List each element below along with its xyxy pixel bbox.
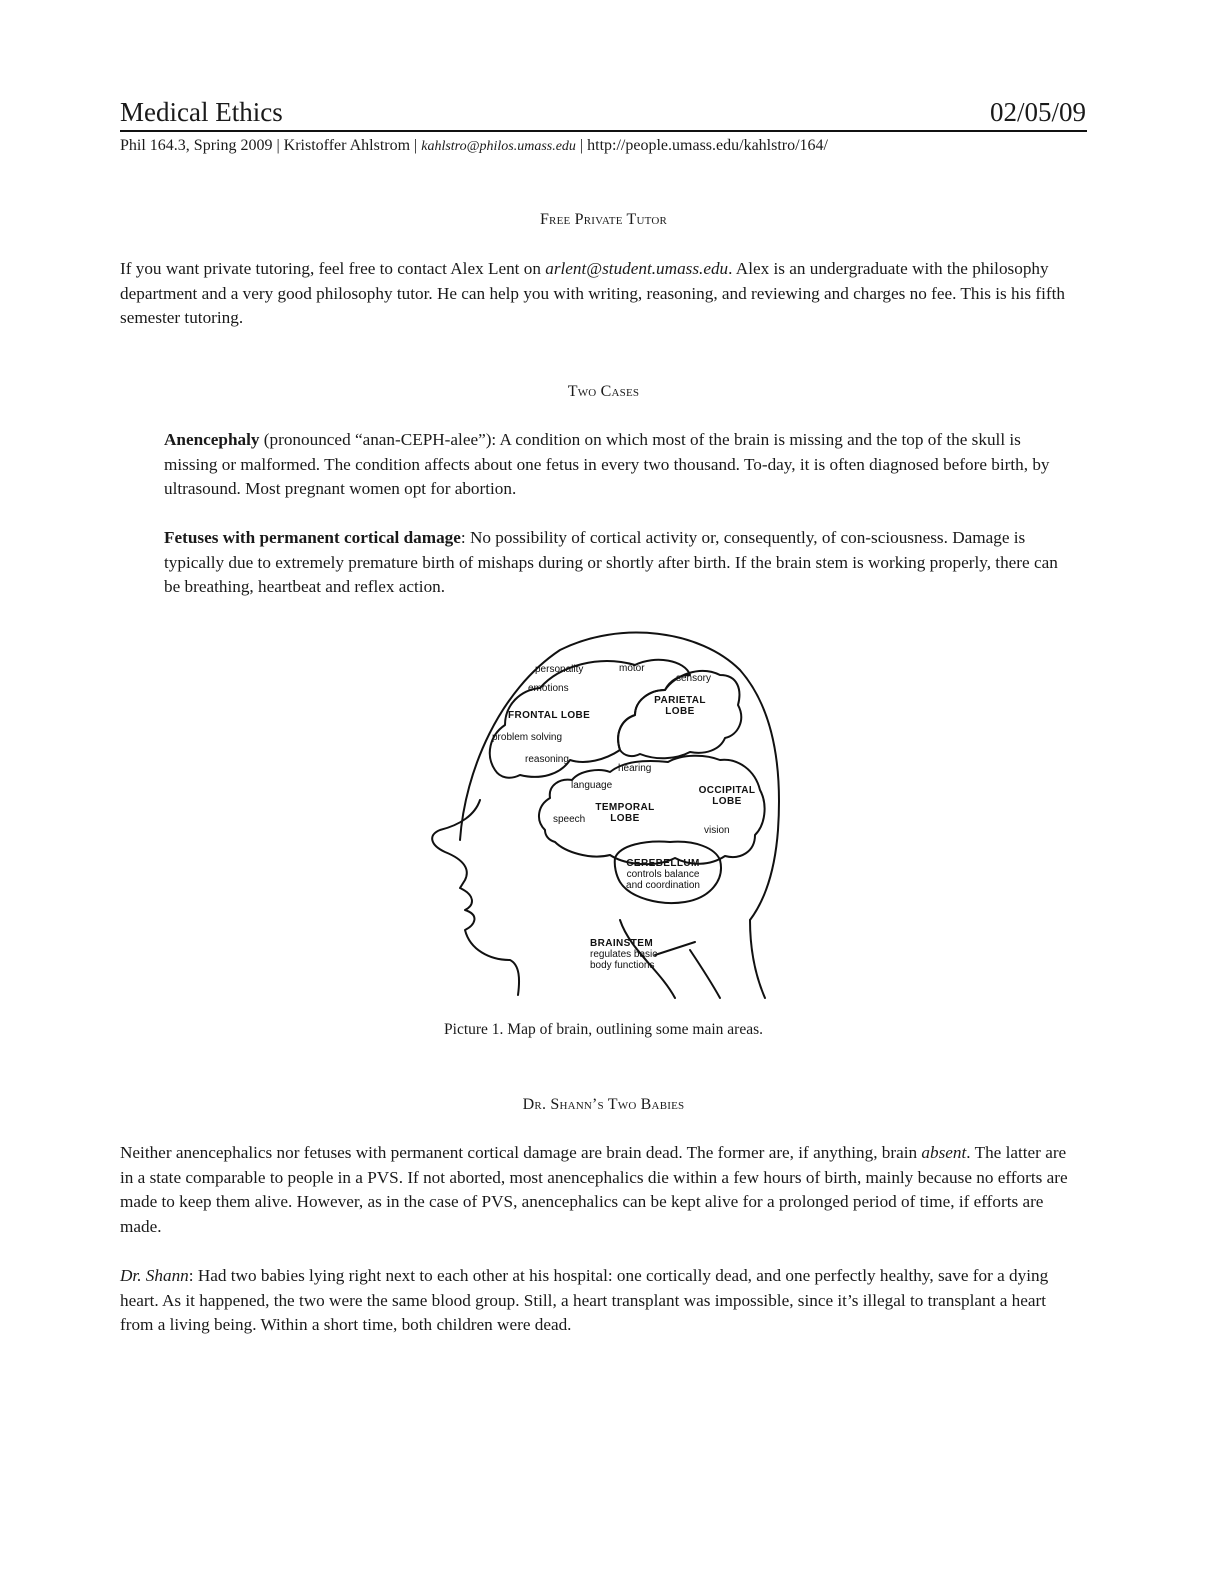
label-motor: motor [619,663,645,674]
label-brainstem [590,938,670,971]
tutor-paragraph [120,257,1070,331]
label-line: body functions [590,960,655,971]
emphasis: absent [921,1143,967,1162]
label-line: LOBE [610,813,640,824]
label-line: LOBE [712,796,742,807]
document-date: 02/05/09 [989,97,1086,127]
label-cerebellum [618,858,708,891]
separator: | [575,137,588,154]
label-line: CEREBELLUM [626,858,700,869]
header-divider [120,130,1087,132]
label-speech: speech [553,814,586,825]
header-subline [120,135,828,158]
course-url[interactable]: http://people.umass.edu/kahlstro/164/ [587,137,828,154]
brain-map-figure [420,620,780,1000]
label-temporal-lobe [590,802,660,824]
case-term: Anencephaly [164,430,260,449]
figure-caption: Picture 1. Map of brain, outlining some main areas. [444,1021,763,1038]
label-personality: personality [535,664,584,675]
document-title: Medical Ethics [120,97,283,127]
label-vision: vision [704,825,730,836]
paragraph-text: . The latter are in a state comparable to people in a PVS. If not aborted, most anencephalics die within a few hours of birth, mainly because no efforts are made to keep them alive. However, as in the case of PVS, anencephalics can be kept alive for a prolonged period of time, if efforts are made. [120,1143,1068,1236]
section-title-babies: Dr. Shann’s Two Babies [522,1096,685,1113]
case-cortical-damage [164,526,1074,600]
course-info: Phil 164.3, Spring 2009 [120,137,273,154]
label-parietal-lobe [650,695,710,717]
tutor-text: If you want private tutoring, feel free to contact Alex Lent on [120,259,546,278]
emphasis: Dr. Shann [120,1266,189,1285]
label-line: LOBE [665,706,695,717]
label-problem-solving: problem solving [492,732,563,743]
babies-paragraph-1 [120,1141,1075,1239]
label-line: OCCIPITAL [698,785,756,796]
label-line: regulates basic [590,949,658,960]
label-line: PARIETAL [654,695,706,706]
babies-paragraph-2 [120,1264,1075,1338]
label-sensory: sensory [676,673,712,684]
tutor-text: . Alex is an undergraduate with the philosophy department and a very good philosophy tutor. He can help you with writing, reasoning, and reviewing and charges no fee. This is his fifth semester tutoring. [120,259,1065,327]
section-title-two-cases: Two Cases [567,383,640,400]
paragraph-text: Neither anencephalics nor fetuses with permanent cortical damage are brain dead. The former are, if anything, brain [120,1143,922,1162]
label-frontal-lobe: FRONTAL LOBE [508,710,591,721]
label-hearing: hearing [618,763,652,774]
label-line: TEMPORAL [595,802,655,813]
paragraph-text: : Had two babies lying right next to each other at his hospital: one cortically dead, and one perfectly healthy, save for a dying heart. As it happened, the two were the same blood group. Still, a heart transplant was impossible, since it’s illegal to transplant a heart from a living being. Within a short time, both children were dead. [120,1266,1049,1334]
label-language: language [571,780,613,791]
tutor-email[interactable]: arlent@student.umass.edu [545,259,729,278]
label-emotions: emotions [528,683,569,694]
label-reasoning: reasoning [525,754,569,765]
label-line: and coordination [626,880,700,891]
case-term: Fetuses with permanent cortical damage [164,528,461,547]
section-title-tutor: Free Private Tutor [539,211,668,228]
separator: | [272,137,284,154]
label-line: controls balance [626,869,700,880]
author-email[interactable]: kahlstro@philos.umass.edu [421,139,576,154]
case-text: (pronounced “anan-CEPH-alee”): A condition on which most of the brain is missing and the top of the skull is missing or malformed. The condition affects about one fetus in every two thousand. To-day, it is often diagnosed before birth, by ultrasound. Most pregnant women opt for abortion. [164,430,1050,498]
label-occipital-lobe [692,785,762,807]
label-line: BRAINSTEM [590,938,654,949]
case-text: : No possibility of cortical activity or, consequently, of con-sciousness. Damage is typically due to extremely premature birth of mishaps during or shortly after birth. If the brain stem is working properly, there can be breathing, heartbeat and reflex action. [164,528,1058,596]
case-anencephaly [164,428,1074,502]
separator: | [410,137,422,154]
author-name: Kristoffer Ahlstrom [283,137,411,154]
